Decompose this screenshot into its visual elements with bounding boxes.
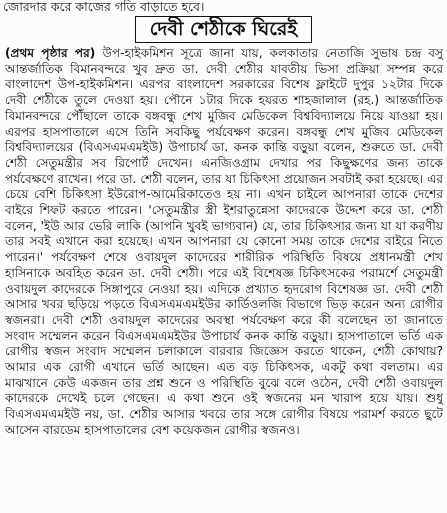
article-body-text: উপ-হাইকমিশন সূত্রে জানা যায়, কলকাতার নেতাজি সুভাষ চন্দ্র বসু আন্তর্জাতিক বিমানবন্দরে খুব দ্রুত ডা. দেবী শেঠীর যাবতীয় ভিসা প্রক্রিয়া সম্পন্ন করে বাংলাদেশ উপ-হাইকমিশন। এরপর বাংলাদেশ সরকারের বিশেষ ফ্লাইটে দুপুর ১২টার দিকে দেবী শেঠীকে তুলে দেওয়া হয়। পৌনে ১টার দিকে হযরত শাহজালাল (রহ.) আন্তর্জাতিক বিমানবন্দরে পৌঁছালে তাকে বঙ্গবন্ধু শেখ মুজিব মেডিকেল বিশ্ববিদ্যালয়ে নিয়ে যাওয়া হয়। এরপর হাসপাতালে এসে তিনি সবকিছু পর্যবেক্ষণ করেন। বঙ্গবন্ধু শেখ মুজিব মেডিকেল বিশ্ববিদ্যালয়ের (বিএসএমএমইউ) উপাচার্য ডা. কনক কান্তি বড়ুয়া বলেন, শুরুতে ডা. দেবী শেঠী সেতুমন্ত্রীর সব রিপোর্ট দেখেন। এনজিওগ্রাম দেখার পর কিছুক্ষণের জন্য তাকে পর্যবেক্ষণে রাখেন। পরে ডা. শেঠী বলেন, তার যা চিকিৎসা প্রয়োজন সবটাই করা হয়েছে। এর চেয়ে বেশি চিকিৎসা ইউরোপ-আমেরিকাতেও হয় না। এখন চাইলে আপনারা তাকে দেশের বাইরে শিফট করতে পারেন। 'সেতুমন্ত্রীর স্ত্রী ইশরাতুন্নেসা কাদেরকে উদ্দেশ করে ডা. শেঠী বলেন, 'ইউ আর ভেরি লাকি (আপনি খুবই ভাগ্যবান) যে, তার চিকিৎসার জন্য যা যা করণীয় তার সবই এখানে করা হয়েছে। এখন আপনারা যে কোনো সময় তাকে দেশের বাইরে নিতে পারেন।' পর্যবেক্ষণ শেষে ওবায়দুল কাদেরের শারীরিক পরিস্থিতি বিষয়ে প্রধানমন্ত্রী শেখ হাসিনাকে অবহিত করেন ডা. দেবী শেঠী। পরে এই বিশেষজ্ঞ চিকিৎসকের পরামর্শে সেতুমন্ত্রী ওবায়দুল কাদেরকে সিঙ্গাপুরে নেওয়া হয়। এদিকে প্রখ্যাত হৃদরোগ বিশেষজ্ঞ ডা. দেবী শেঠী আসার খবর ছড়িয়ে পড়তে বিএসএমএমইউর কার্ডিওলজি বিভাগে ভিড় করেন অন্য রোগীর স্বজনরা। দেবী শেঠী ওবায়দুল কাদেরের অবস্থা পর্যবেক্ষণ করে কী বলেছেন তা জানাতে সংবাদ সম্মেলন করেন বিএসএমএমইউর উপাচার্য কনক কান্তি বড়ুয়া। হাসপাতালে ভর্তি এক রোগীর স্বজন সংবাদ সম্মেলন চলাকালে বারবার জিজ্ঞেস করতে থাকেন, শেঠী কোথায়? আমার এক রোগী এখানে ভর্তি আছেন। এত বড় চিকিৎসক, একটু কথা বলতাম। এর মাঝখানে কেউ একজন তার প্রশ্ন শুনে ও পরিস্থিতি বুঝে বলে ওঠেন, দেবী শেঠী ওবায়দুল কাদেরকে দেখেই চলে গেছেন। এ কথা শুনে ওই স্বজনের মন খারাপ হয়ে যায়। শুধু বিএসএমএমইউ নয়, ডা. শেঠীর আসার খবরে তার সঙ্গে রোগীর বিষয়ে পরামর্শ করতে ছুটে আসেন বারডেম হাসপাতালের বেশ কয়েকজন রোগীর স্বজনও। [5, 46, 443, 437]
article-headline: দেবী শেঠীকে ঘিরেই [135, 16, 313, 43]
continuation-label: (প্রথম পৃষ্ঠার পর) [5, 46, 103, 60]
previous-article-tail: জোরদার করে কাজের গতি বাড়াতে হবে। [3, 0, 205, 14]
article-body [5, 46, 443, 439]
headline-container [0, 14, 447, 44]
